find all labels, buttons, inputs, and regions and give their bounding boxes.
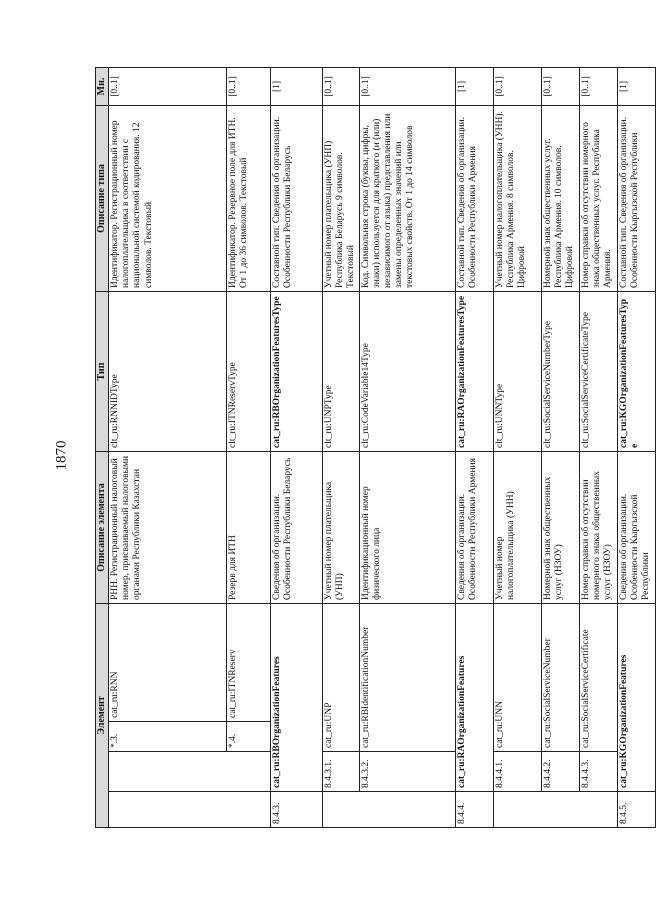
row-number: 8.4.3.1. xyxy=(323,752,360,792)
row-mn: [0..1] xyxy=(541,68,579,106)
row-element: cat_ru:SocialServiceCertificate xyxy=(579,604,617,752)
row-element-desc: Сведения об организации. Особенности Республики Беларусь xyxy=(271,452,323,604)
row-element: cat_ru:KGOrganizationFeatures xyxy=(617,604,655,792)
row-type: clt_ru:CodeVariable14Type xyxy=(359,292,455,452)
header-element: Элемент xyxy=(96,604,109,828)
row-element-desc: Номерной знак общественных услуг (НЗОУ) xyxy=(541,452,579,604)
row-type-desc: Составной тип. Сведения об организации. Особенности Республики Беларусь xyxy=(271,106,323,292)
row-type-desc: Составной тип. Сведения об организации. Особенности Кыргызской Республики xyxy=(617,106,655,292)
header-mn: Мн. xyxy=(96,68,109,106)
table-row xyxy=(227,68,271,828)
row-element-desc: РНН. Регистрационный налоговый номер, присваиваемый налоговыми органами Республики Казахстан xyxy=(109,452,227,604)
row-mn: [0..1] xyxy=(359,68,455,106)
row-element-desc: Резерв для ИТН xyxy=(227,452,271,604)
row-type-desc: Идентификатор. Регистрационный номер налогоплательщика в соответствии с национальной системой кодирования. 12 символов. Текстовый xyxy=(109,106,227,292)
row-type: clt_ru:UNNType xyxy=(493,292,541,452)
row-mn: [0..1] xyxy=(109,68,227,106)
row-number: 8.4.5. xyxy=(617,792,655,828)
header-type: Тип xyxy=(96,292,109,452)
page-number: 1870 xyxy=(53,440,70,471)
header-row xyxy=(96,68,109,828)
table-row xyxy=(323,68,360,828)
row-star-number: *.3. xyxy=(109,722,227,752)
row-number: 8.4.4.2. xyxy=(541,752,579,792)
table-row xyxy=(579,68,617,828)
row-element: cat_ru:RNN xyxy=(109,604,227,722)
row-number: 8.4.4.3. xyxy=(579,752,617,792)
row-mn: [0..1] xyxy=(227,68,271,106)
row-element-desc: Учетный номер плательщика (УНП) xyxy=(323,452,360,604)
row-mn: [1] xyxy=(455,68,493,106)
row-element: cat_ru:UNP xyxy=(323,604,360,752)
row-type-desc: Учетный номер плательщика (УНП) Республика Беларусь 9 символов. Текстовый xyxy=(323,106,360,292)
row-type: clt_ru:ITNReservType xyxy=(227,292,271,452)
row-type: clt_ru:UNPType xyxy=(323,292,360,452)
row-element-desc: Номер справки об отсутствии номерного знака общественных услуг (НЗОУ) xyxy=(579,452,617,604)
row-number: 8.4.4.1. xyxy=(493,752,541,792)
row-mn: [0..1] xyxy=(323,68,360,106)
row-element: cat_ru:RAOrganizationFeatures xyxy=(455,604,493,792)
row-type: clt_ru:SocialServiceCertificateType xyxy=(579,292,617,452)
table-row xyxy=(617,68,655,828)
table-row xyxy=(541,68,579,828)
row-element: cat_ru:SocialServiceNumber xyxy=(541,604,579,752)
row-type: cat_ru:KGOrganizationFeaturesType xyxy=(617,292,655,452)
row-type-desc: Учетный номер налогоплательщика (УНН). Республика Армения. 8 символов. Цифровой xyxy=(493,106,541,292)
row-element: cat_ru:UNN xyxy=(493,604,541,752)
row-mn: [1] xyxy=(617,68,655,106)
blank-cell xyxy=(109,792,271,828)
row-number: 8.4.4. xyxy=(455,792,493,828)
row-number: 8.4.3.2. xyxy=(359,752,455,792)
row-type: cat_ru:RBOrganizationFeaturesType xyxy=(271,292,323,452)
row-element: cat_ru:RBIdentificationNumber xyxy=(359,604,455,752)
row-element: cat_ru:ITNReserv xyxy=(227,604,271,722)
blank-cell xyxy=(323,792,456,828)
row-number: 8.4.3. xyxy=(271,792,323,828)
row-element: cat_ru:RBOrganizationFeatures xyxy=(271,604,323,792)
table-row xyxy=(109,68,227,828)
blank-cell xyxy=(109,752,271,792)
row-mn: [0..1] xyxy=(493,68,541,106)
row-star-number: *.4. xyxy=(227,722,271,752)
table-row xyxy=(359,68,455,828)
row-element-desc: Учетный номер налогоплательщика (УНН) xyxy=(493,452,541,604)
row-type-desc: Идентификатор. Резервное поле для ИТН. От 1 до 36 символов. Текстовый xyxy=(227,106,271,292)
header-element-desc: Описание элемента xyxy=(96,452,109,604)
row-element-desc: Сведения об организации. Особенности Республики Армения xyxy=(455,452,493,604)
row-mn: [0..1] xyxy=(579,68,617,106)
row-type-desc: Код. Символьная строка (буквы, цифры, знаки) используется для краткого (и (или) независимого от языка) представления или замены определенных значений или текстовых свойств. От 1 до 14 символов xyxy=(359,106,455,292)
row-type-desc: Составной тип. Сведения об организации. Особенности Республики Армения xyxy=(455,106,493,292)
row-type: cat_ru:RAOrganizationFeaturesType xyxy=(455,292,493,452)
schema-table xyxy=(95,67,656,828)
blank-cell xyxy=(493,792,617,828)
table-row xyxy=(271,68,323,828)
row-element-desc: Идентификационный номер физического лица xyxy=(359,452,455,604)
row-type-desc: Номерной знак общественных услуг. Республика Армения. 10 символов. Цифровой xyxy=(541,106,579,292)
row-type: clt_ru:RNNIDType xyxy=(109,292,227,452)
row-type-desc: Номер справки об отсутствии номерного знака общественных услуг. Республика Армения. xyxy=(579,106,617,292)
row-mn: [1] xyxy=(271,68,323,106)
row-type: clt_ru:SocialServiceNumberType xyxy=(541,292,579,452)
table-row xyxy=(455,68,493,828)
row-element-desc: Сведения об организации. Особенности Кыргызской Республики xyxy=(617,452,655,604)
header-type-desc: Описание типа xyxy=(96,106,109,292)
table-row xyxy=(493,68,541,828)
rotated-table-container xyxy=(95,68,652,828)
